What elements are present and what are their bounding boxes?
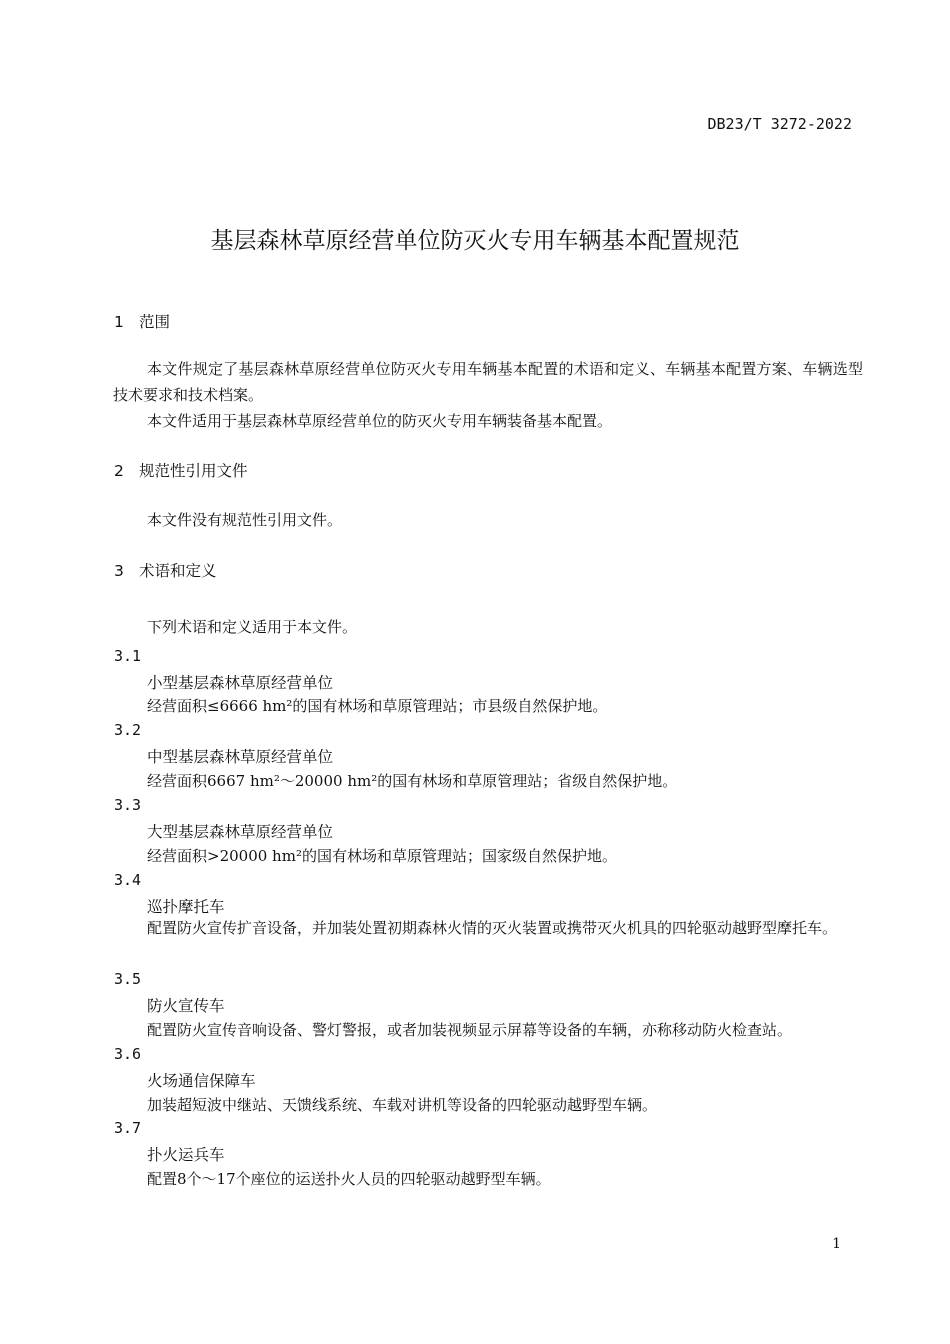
term-title: 火场通信保障车	[147, 1072, 256, 1090]
term-number: 3.3	[114, 796, 142, 814]
section-heading-2	[114, 459, 248, 481]
term-number: 3.2	[114, 721, 142, 739]
section-number: 2	[114, 462, 124, 480]
section-heading-3	[114, 559, 217, 581]
term-definition: 经营面积6667 hm²～20000 hm²的国有林场和草原管理站；省级自然保护地。	[147, 772, 678, 790]
term-number: 3.6	[114, 1045, 142, 1063]
term-definition: 经营面积≤6666 hm²的国有林场和草原管理站；市县级自然保护地。	[147, 697, 608, 715]
section-heading-1	[114, 310, 170, 332]
term-title: 小型基层森林草原经营单位	[147, 674, 334, 692]
term-title: 防火宣传车	[147, 997, 225, 1015]
paragraph-references: 本文件没有规范性引用文件。	[147, 511, 343, 529]
term-definition: 配置8个～17个座位的运送扑火人员的四轮驱动越野型车辆。	[147, 1170, 551, 1188]
section-title: 规范性引用文件	[139, 462, 248, 480]
document-title: 基层森林草原经营单位防灭火专用车辆基本配置规范	[210, 228, 740, 254]
term-title: 中型基层森林草原经营单位	[147, 748, 334, 766]
paragraph-terms-intro: 下列术语和定义适用于本文件。	[147, 618, 358, 636]
section-title: 范围	[139, 313, 171, 331]
term-definition: 加装超短波中继站、天馈线系统、车载对讲机等设备的四轮驱动越野型车辆。	[147, 1096, 658, 1114]
section-title: 术语和定义	[139, 562, 217, 580]
standard-number: DB23/T 3272-2022	[707, 115, 852, 133]
paragraph-scope-1: 本文件规定了基层森林草原经营单位防灭火专用车辆基本配置的术语和定义、车辆基本配置方案、车辆选型技术要求和技术档案。	[113, 360, 863, 404]
term-definition: 配置防火宣传扩音设备，并加装处置初期森林火情的灭火装置或携带灭火机具的四轮驱动越野型摩托车。	[147, 919, 838, 937]
section-number: 3	[114, 562, 124, 580]
term-definition: 配置防火宣传音响设备、警灯警报，或者加装视频显示屏幕等设备的车辆，亦称移动防火检查站。	[147, 1021, 793, 1039]
term-number: 3.1	[114, 647, 142, 665]
term-number: 3.4	[114, 871, 142, 889]
page-number: 1	[832, 1236, 841, 1252]
term-title: 巡扑摩托车	[147, 898, 225, 916]
term-title: 扑火运兵车	[147, 1146, 225, 1164]
section-number: 1	[114, 313, 124, 331]
term-title: 大型基层森林草原经营单位	[147, 823, 334, 841]
term-definition: 经营面积>20000 hm²的国有林场和草原管理站；国家级自然保护地。	[147, 847, 617, 865]
paragraph-scope-2: 本文件适用于基层森林草原经营单位的防灭火专用车辆装备基本配置。	[147, 412, 613, 430]
term-number: 3.7	[114, 1119, 142, 1137]
term-number: 3.5	[114, 970, 142, 988]
